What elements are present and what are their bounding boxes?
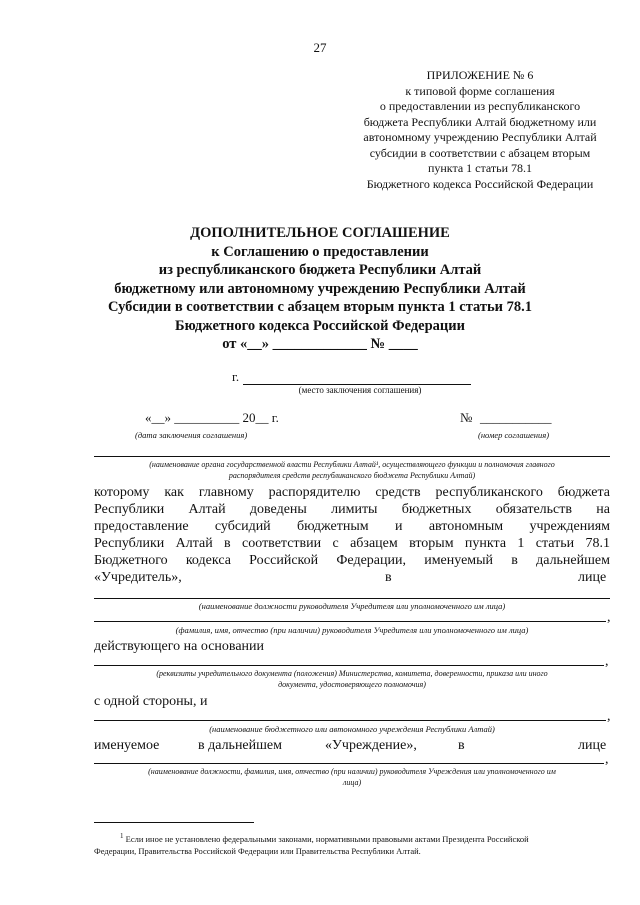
footnote	[94, 830, 614, 857]
document-comma: ,	[605, 654, 609, 669]
head-comma: ,	[605, 752, 609, 767]
appendix-line: бюджета Республики Алтай бюджетному или	[363, 114, 597, 129]
appendix-line: Бюджетного кодекса Российской Федерации	[366, 176, 594, 191]
number-caption: (номер соглашения)	[478, 430, 550, 440]
uchrezhdenie-word: «Учреждение»,	[325, 738, 417, 753]
appendix-line: пункта 1 статьи 78.1	[427, 161, 533, 175]
body-line: предоставление субсидий бюджетным и автономным учреждениям	[94, 519, 610, 534]
institution-caption: (наименование бюджетного или автономного учреждения Республики Алтай)	[209, 724, 495, 734]
document-caption: (реквизиты учредительного документа (положения) Министерства, комитета, доверенности, приказа или иного	[156, 669, 548, 678]
page-number: 27	[313, 40, 327, 55]
lice-word: лице	[578, 570, 607, 585]
institution-blank	[94, 720, 606, 721]
appendix-line: ПРИЛОЖЕНИЕ № 6	[426, 68, 534, 82]
title-line: ДОПОЛНИТЕЛЬНОЕ СОГЛАШЕНИЕ	[190, 225, 450, 241]
acting-text: действующего на основании	[94, 639, 265, 654]
authority-blank	[94, 456, 610, 457]
v-word: в	[385, 570, 392, 585]
title-line: Бюджетного кодекса Российской Федерации	[174, 317, 465, 334]
body-line: которому как главному распорядителю средств республиканского бюджета	[94, 485, 610, 500]
appendix-line: о предоставлении из республиканского	[379, 99, 581, 113]
body-line: Республики Алтай в соответствии с абзацем вторым пункта 1 статьи 78.1	[94, 536, 610, 551]
place-caption: (место заключения соглашения)	[298, 385, 422, 395]
authority-caption-2: распорядителя средств республиканского бюджета Республики Алтай)	[228, 471, 476, 480]
appendix-line: к типовой форме соглашения	[405, 83, 555, 98]
date-field: «__» __________ 20__ г.	[145, 410, 279, 425]
fio-caption: (фамилия, имя, отчество (при наличии) руководителя Учредителя или уполномоченного им лица)	[175, 625, 529, 635]
named-word: именуемое	[94, 738, 160, 753]
head-caption: (наименование должности, фамилия, имя, отчество (при наличии) руководителя Учреждения или уполномоченного им	[148, 767, 556, 776]
document-title	[60, 224, 580, 354]
appendix-line: субсидии в соответствии с абзацем вторым	[369, 145, 591, 160]
title-line: Субсидии в соответствии с абзацем вторым пункта 1 статьи 78.1	[107, 299, 533, 315]
title-line: бюджетному или автономному учреждению Республики Алтай	[114, 280, 526, 297]
date-caption: (дата заключения соглашения)	[135, 430, 248, 440]
v2-word: в	[458, 738, 465, 753]
document-blank	[94, 665, 604, 666]
position-caption: (наименование должности руководителя Учредителя или уполномоченного им лица)	[198, 601, 506, 611]
body-line: Бюджетного кодекса Российской Федерации, именуемый в дальнейшем	[94, 553, 610, 568]
body-line: Республики Алтай доведены лимиты бюджетных обязательств на	[94, 502, 610, 517]
appendix-line: автономному учреждению Республики Алтай	[363, 130, 597, 144]
in-further-word: в дальнейшем	[198, 738, 282, 753]
head-caption-2: лица)	[342, 778, 362, 787]
number-blank: ___________	[480, 410, 552, 425]
authority-caption: (наименование органа государственной власти Республики Алтай¹, осуществляющего функции и полномочия главного	[149, 460, 555, 469]
position-blank	[94, 598, 610, 599]
head-blank	[94, 763, 604, 764]
title-line: от «__» _____________ № ____	[222, 336, 418, 352]
institution-comma: ,	[607, 709, 611, 724]
body-paragraph	[94, 484, 610, 569]
footnote-line-2: Федерации, Правительства Российской Федерации или Правительства Республики Алтай.	[94, 845, 421, 856]
title-line: к Соглашению о предоставлении	[211, 243, 429, 260]
uchreditel-word: «Учредитель»,	[94, 570, 182, 585]
fio-comma: ,	[607, 610, 611, 625]
place-field	[232, 369, 471, 385]
place-blank	[243, 371, 471, 385]
lice2-word: лице	[578, 738, 607, 753]
title-line: из республиканского бюджета Республики Алтай	[158, 262, 482, 278]
footnote-separator	[94, 822, 254, 823]
document-caption-2: документа, удостоверяющего полномочия)	[278, 680, 426, 689]
fio-blank	[94, 621, 606, 622]
footnote-line-1: Если иное не установлено федеральными законами, нормативными правовыми актами Президента Российской	[125, 833, 529, 844]
number-prefix: №	[460, 410, 473, 425]
appendix-header	[330, 68, 630, 192]
place-prefix: г.	[232, 369, 240, 384]
footnote-marker: 1	[120, 832, 124, 840]
one-side-text: с одной стороны, и	[94, 694, 208, 709]
